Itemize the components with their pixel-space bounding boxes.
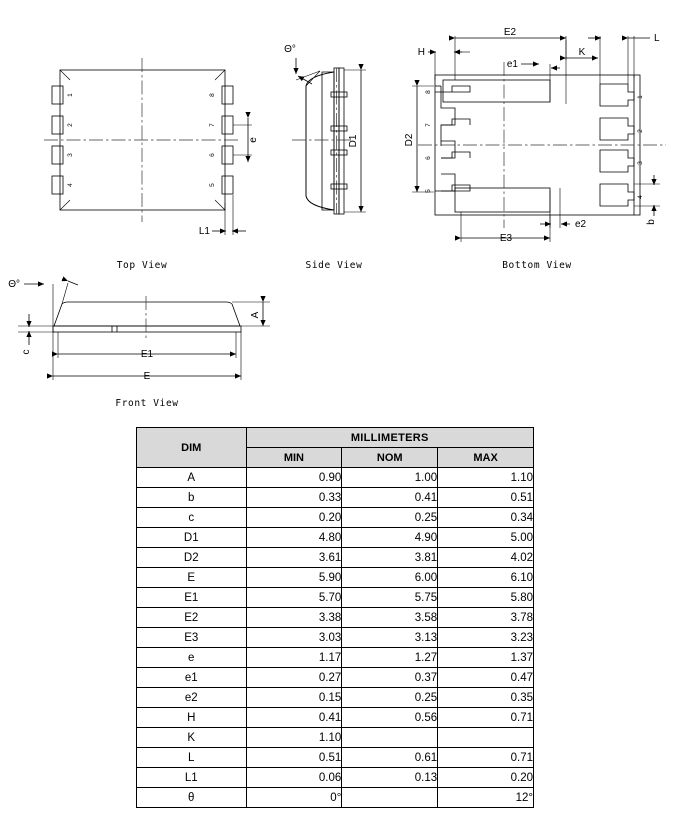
cell-nom: 0.25	[342, 508, 438, 528]
cell-min: 1.17	[246, 648, 342, 668]
cell-max: 1.37	[438, 648, 534, 668]
cell-dim: D2	[137, 548, 247, 568]
bottom-view-pin-label: 5	[425, 189, 432, 193]
cell-dim: E	[137, 568, 247, 588]
table-row	[137, 788, 534, 808]
cell-nom: 0.37	[342, 668, 438, 688]
cell-nom: 0.61	[342, 748, 438, 768]
cell-dim: E1	[137, 588, 247, 608]
table-row	[137, 528, 534, 548]
cell-min: 3.03	[246, 628, 342, 648]
top-view-pin-label: 3	[67, 153, 74, 157]
top-view-pin-label: 2	[67, 123, 74, 127]
cell-nom: 5.75	[342, 588, 438, 608]
cell-min: 0°	[246, 788, 342, 808]
bottom-view-label: Bottom View	[502, 260, 572, 271]
dimension-label-c: c	[21, 349, 32, 355]
dimension-label-e: e	[248, 137, 259, 143]
dimension-e2	[540, 188, 587, 230]
cell-dim: e	[137, 648, 247, 668]
cell-max: 0.20	[438, 768, 534, 788]
table-row	[137, 748, 534, 768]
cell-nom: 1.00	[342, 468, 438, 488]
bottom-view-pin-label: 6	[425, 156, 432, 160]
table-row	[137, 608, 534, 628]
cell-min: 5.70	[246, 588, 342, 608]
dimension-label-E1: E1	[140, 349, 154, 360]
dimension-label-E3: E3	[499, 233, 513, 244]
cell-nom: 3.13	[342, 628, 438, 648]
top-view-pin-label: 7	[209, 123, 216, 127]
dimension-e1	[507, 59, 560, 102]
dimension-E	[53, 284, 241, 382]
dimension-D2	[404, 86, 434, 192]
table-row	[137, 588, 534, 608]
angle-label-theta: Θ°	[284, 44, 296, 55]
front-view-angle-callout	[8, 279, 78, 304]
front-view	[8, 279, 270, 409]
cell-max: 5.80	[438, 588, 534, 608]
dimension-label-E: E	[143, 371, 151, 382]
cell-max: 5.00	[438, 528, 534, 548]
cell-nom	[342, 788, 438, 808]
cell-min: 0.27	[246, 668, 342, 688]
cell-min: 0.06	[246, 768, 342, 788]
cell-max: 0.71	[438, 748, 534, 768]
table-row	[137, 488, 534, 508]
cell-nom: 0.25	[342, 688, 438, 708]
header-nom: NOM	[342, 448, 438, 468]
dimension-b	[634, 175, 660, 225]
header-max: MAX	[438, 448, 534, 468]
dimension-label-K: K	[578, 47, 586, 58]
dimension-label-D2: D2	[404, 133, 415, 147]
dimension-table-container	[136, 427, 534, 808]
dimension-label-E2: E2	[503, 27, 517, 38]
dimension-L1	[199, 195, 246, 237]
cell-dim: θ	[137, 788, 247, 808]
dimension-label-A: A	[250, 311, 261, 319]
table-header-row-1	[137, 428, 534, 448]
cell-max: 0.35	[438, 688, 534, 708]
cell-dim: A	[137, 468, 247, 488]
cell-max: 1.10	[438, 468, 534, 488]
cell-dim: c	[137, 508, 247, 528]
cell-max: 12°	[438, 788, 534, 808]
dimension-label-e1: e1	[506, 59, 518, 70]
cell-dim: E2	[137, 608, 247, 628]
cell-nom: 0.41	[342, 488, 438, 508]
cell-max: 3.78	[438, 608, 534, 628]
dimension-E1	[58, 332, 236, 360]
cell-nom	[342, 728, 438, 748]
cell-min: 4.80	[246, 528, 342, 548]
cell-nom: 4.90	[342, 528, 438, 548]
dimension-L	[628, 33, 660, 84]
table-row	[137, 468, 534, 488]
top-view	[44, 58, 259, 271]
top-view-pin-label: 8	[209, 93, 216, 97]
cell-min: 0.20	[246, 508, 342, 528]
cell-dim: L	[137, 748, 247, 768]
dimension-table	[136, 427, 534, 808]
cell-nom: 0.13	[342, 768, 438, 788]
cell-nom: 1.27	[342, 648, 438, 668]
side-view-label: Side View	[305, 260, 363, 271]
cell-dim: L1	[137, 768, 247, 788]
table-row	[137, 508, 534, 528]
top-view-pin-label: 1	[67, 93, 74, 97]
cell-min: 1.10	[246, 728, 342, 748]
bottom-view-pin-label: 4	[637, 195, 644, 199]
table-row	[137, 568, 534, 588]
bottom-view-pin-label: 2	[637, 129, 644, 133]
cell-dim: D1	[137, 528, 247, 548]
bottom-view-pin-label: 8	[425, 90, 432, 94]
dimension-c	[18, 314, 55, 355]
table-head	[137, 428, 534, 468]
dimension-label-D1: D1	[348, 134, 359, 148]
table-row	[137, 628, 534, 648]
cell-nom: 3.58	[342, 608, 438, 628]
table-row	[137, 668, 534, 688]
cell-nom: 3.81	[342, 548, 438, 568]
dimension-K	[566, 36, 601, 84]
side-view	[284, 44, 366, 271]
table-row	[137, 648, 534, 668]
cell-nom: 6.00	[342, 568, 438, 588]
dimension-label-e2: e2	[575, 219, 587, 230]
header-millimeters: MILLIMETERS	[246, 428, 534, 448]
dimension-label-H: H	[417, 47, 425, 58]
cell-max: 0.51	[438, 488, 534, 508]
cell-max	[438, 728, 534, 748]
cell-max: 0.71	[438, 708, 534, 728]
cell-max: 0.47	[438, 668, 534, 688]
front-view-label: Front View	[115, 398, 179, 409]
side-view-angle-callout	[284, 44, 320, 86]
table-body	[137, 468, 534, 808]
bottom-view-pin-label: 1	[637, 95, 644, 99]
bottom-view-pin-label: 3	[637, 161, 644, 165]
cell-dim: e2	[137, 688, 247, 708]
cell-min: 0.33	[246, 488, 342, 508]
cell-min: 0.15	[246, 688, 342, 708]
cell-min: 5.90	[246, 568, 342, 588]
bottom-view	[404, 27, 666, 271]
cell-max: 3.23	[438, 628, 534, 648]
table-row	[137, 768, 534, 788]
dimension-label-L: L	[654, 33, 660, 44]
header-min: MIN	[246, 448, 342, 468]
cell-max: 4.02	[438, 548, 534, 568]
header-dim: DIM	[137, 428, 247, 468]
bottom-view-pin-label: 7	[425, 123, 432, 127]
dimension-label-L1: L1	[198, 226, 210, 237]
cell-min: 3.61	[246, 548, 342, 568]
angle-label-theta-front: Θ°	[8, 279, 20, 290]
top-view-label: Top View	[116, 260, 168, 271]
cell-dim: K	[137, 728, 247, 748]
cell-min: 0.90	[246, 468, 342, 488]
cell-max: 6.10	[438, 568, 534, 588]
table-row	[137, 728, 534, 748]
table-row	[137, 548, 534, 568]
table-row	[137, 708, 534, 728]
cell-dim: H	[137, 708, 247, 728]
top-view-pin-label: 4	[67, 183, 74, 187]
dimension-A	[232, 302, 270, 326]
cell-min: 0.51	[246, 748, 342, 768]
dimension-D1	[344, 70, 366, 212]
top-view-pin-label: 5	[209, 183, 216, 187]
cell-dim: e1	[137, 668, 247, 688]
cell-min: 3.38	[246, 608, 342, 628]
table-row	[137, 688, 534, 708]
cell-max: 0.34	[438, 508, 534, 528]
top-view-pin-label: 6	[209, 153, 216, 157]
dimension-E3	[461, 212, 550, 244]
cell-dim: E3	[137, 628, 247, 648]
cell-dim: b	[137, 488, 247, 508]
cell-min: 0.41	[246, 708, 342, 728]
dimension-label-b: b	[646, 219, 657, 225]
cell-nom: 0.56	[342, 708, 438, 728]
